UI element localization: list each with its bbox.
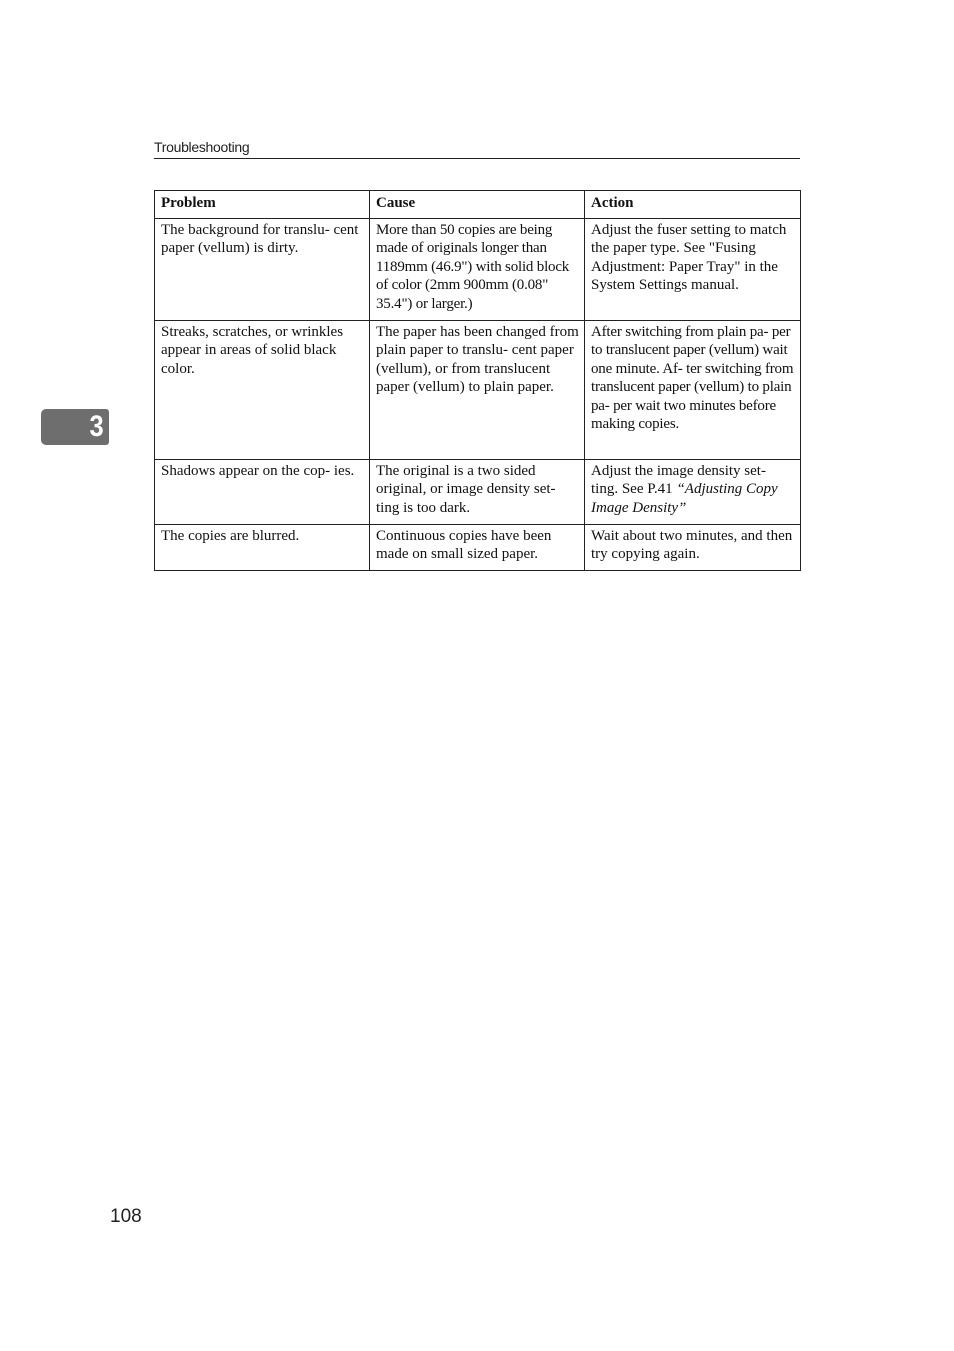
action-text: Adjust the image density set- ting. See P.41 [591, 463, 766, 498]
column-header-action: Action [585, 191, 801, 219]
action-cell: After switching from plain pa- per to translucent paper (vellum) wait one minute. Af- ter switching from translucent paper (vellum) to plain pa- per wait two minutes before making copies. [585, 321, 801, 460]
problem-cell: Streaks, scratches, or wrinkles appear in areas of solid black color. [155, 321, 370, 460]
page-number: 108 [110, 1206, 142, 1227]
running-header [154, 138, 800, 159]
action-cell: Wait about two minutes, and then try copying again. [585, 525, 801, 571]
action-cell: Adjust the fuser setting to match the paper type. See "Fusing Adjustment: Paper Tray" in the System Settings manual. [585, 219, 801, 321]
cross-reference-link[interactable]: “Adjusting Copy Image Density” [591, 481, 778, 516]
table-row [155, 219, 801, 321]
problem-cell: The copies are blurred. [155, 525, 370, 571]
troubleshooting-table [154, 190, 801, 571]
running-header-title: Troubleshooting [154, 139, 250, 155]
chapter-tab [41, 409, 109, 445]
cause-cell: More than 50 copies are being made of originals longer than 1189mm (46.9") with solid block of color (2mm 900mm (0.08" 35.4") or larger.) [370, 219, 585, 321]
problem-cell: The background for translu- cent paper (vellum) is dirty. [155, 219, 370, 321]
column-header-problem: Problem [155, 191, 370, 219]
column-header-cause: Cause [370, 191, 585, 219]
chapter-number: 3 [89, 410, 104, 443]
problem-cell: Shadows appear on the cop- ies. [155, 460, 370, 525]
table-row [155, 460, 801, 525]
table-row [155, 321, 801, 460]
action-cell [585, 460, 801, 525]
cause-cell: The paper has been changed from plain paper to translu- cent paper (vellum), or from translucent paper (vellum) to plain paper. [370, 321, 585, 460]
cause-cell: Continuous copies have been made on small sized paper. [370, 525, 585, 571]
table-row [155, 525, 801, 571]
cause-cell: The original is a two sided original, or image density set- ting is too dark. [370, 460, 585, 525]
table-header-row [155, 191, 801, 219]
